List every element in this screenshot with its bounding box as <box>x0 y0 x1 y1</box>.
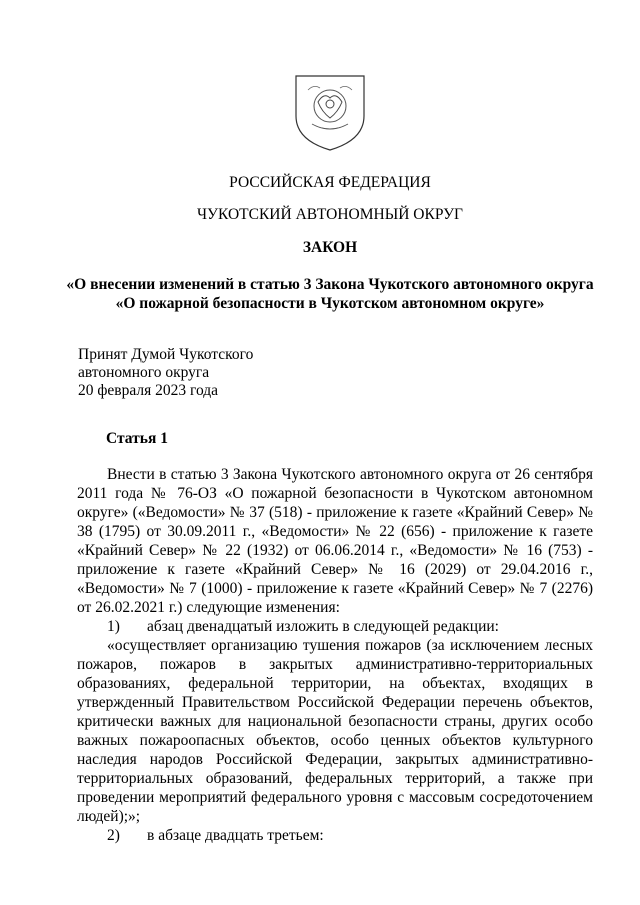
list-item-2-number: 2) <box>107 827 120 844</box>
region-heading: ЧУКОТСКИЙ АВТОНОМНЫЙ ОКРУГ <box>196 206 464 223</box>
list-item-2-text: в абзаце двадцать третьем: <box>147 827 324 844</box>
list-item-1-number: 1) <box>107 618 120 635</box>
list-item-2 <box>77 826 593 845</box>
adoption-line-1: Принят Думой Чукотского <box>78 346 254 363</box>
document-type: ЗАКОН <box>302 239 358 256</box>
country-heading: РОССИЙСКАЯ ФЕДЕРАЦИЯ <box>229 174 431 191</box>
law-title-line-2: «О пожарной безопасности в Чукотском автономном округе» <box>115 295 545 312</box>
list-item-1-text: абзац двенадцатый изложить в следующей редакции: <box>147 618 499 635</box>
adoption-info <box>78 346 253 400</box>
article-intro-paragraph: Внести в статью 3 Закона Чукотского автономного округа от 26 сентября 2011 года № 76-ОЗ «О пожарной безопасности в Чукотском автономном округе» («Ведомости» № 37 (518) - приложение к газете «Крайний Север» № 38 (1795) от 30.09.2011 г., «Ведомости» № 22 (656) - приложение к газете «Крайний Север» № 22 (1932) от 06.06.2014 г., «Ведомости» № 16 (753) - приложение к газете «Крайний Север» № 16 (2029) от 29.04.2016 г., «Ведомости» № 7 (1000) - приложение к газете «Крайний Север» № 7 (2276) от 26.02.2021 г.) следующие изменения: <box>77 466 593 616</box>
adoption-date: 20 февраля 2023 года <box>78 382 219 399</box>
law-title-line-1: «О внесении изменений в статью 3 Закона Чукотского автономного округа <box>66 276 594 293</box>
adoption-line-2: автономного округа <box>78 364 210 381</box>
article-heading: Статья 1 <box>106 430 168 447</box>
quoted-amendment: «осуществляет организацию тушения пожаров (за исключением лесных пожаров, пожаров в закрытых административно-территориальных образованиях, федеральной территории, на объектах, входящих в утвержденный Правительством Российской Федерации перечень объектов, критически важных для национальной безопасности страны, других особо важных пожароопасных объектов, особо ценных объектов культурного наследия народов Российской Федерации, закрытых административно-территориальных образований, федеральных территорий, а также при проведении мероприятий федерального уровня с массовым сосредоточением людей);»; <box>77 637 593 825</box>
list-item-1 <box>77 617 593 636</box>
coat-of-arms-emblem <box>288 72 372 152</box>
article-body <box>77 465 593 845</box>
